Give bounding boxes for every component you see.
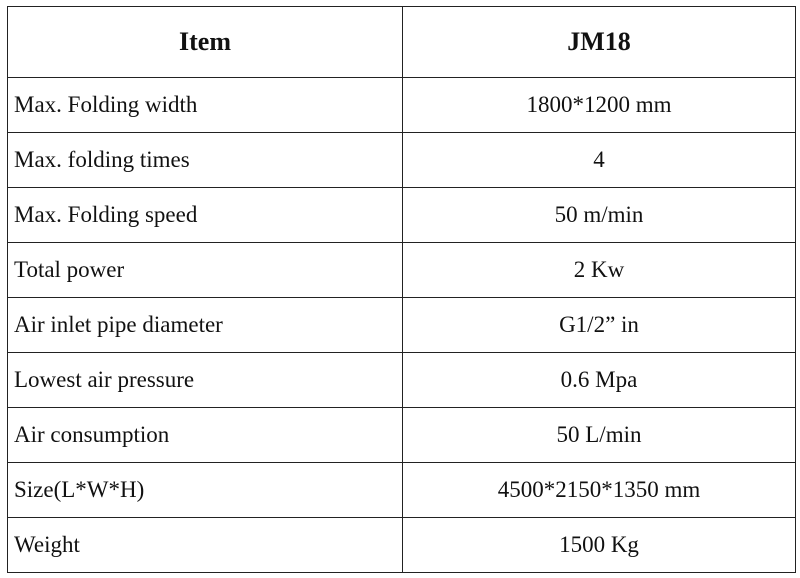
- table-row: [8, 298, 796, 353]
- row-label: Max. Folding width: [8, 78, 403, 133]
- table-row: [8, 463, 796, 518]
- spec-table: [7, 6, 796, 573]
- row-label: Weight: [8, 518, 403, 573]
- row-value: 50 m/min: [403, 188, 796, 243]
- row-value: 1800*1200 mm: [403, 78, 796, 133]
- table-header: [8, 7, 796, 78]
- row-value: 4: [403, 133, 796, 188]
- row-label: Lowest air pressure: [8, 353, 403, 408]
- row-label: Total power: [8, 243, 403, 298]
- table-row: [8, 408, 796, 463]
- row-value: 2 Kw: [403, 243, 796, 298]
- header-row: [8, 7, 796, 78]
- row-value: 1500 Kg: [403, 518, 796, 573]
- row-value: 0.6 Mpa: [403, 353, 796, 408]
- row-label: Max. Folding speed: [8, 188, 403, 243]
- row-label: Air consumption: [8, 408, 403, 463]
- row-label: Air inlet pipe diameter: [8, 298, 403, 353]
- table-body: [8, 78, 796, 573]
- table-row: [8, 353, 796, 408]
- header-model: JM18: [403, 7, 796, 78]
- row-value: 50 L/min: [403, 408, 796, 463]
- header-item: Item: [8, 7, 403, 78]
- row-label: Max. folding times: [8, 133, 403, 188]
- table-row: [8, 518, 796, 573]
- row-value: G1/2” in: [403, 298, 796, 353]
- row-value: 4500*2150*1350 mm: [403, 463, 796, 518]
- table-row: [8, 188, 796, 243]
- table-row: [8, 133, 796, 188]
- table-row: [8, 78, 796, 133]
- table-row: [8, 243, 796, 298]
- row-label: Size(L*W*H): [8, 463, 403, 518]
